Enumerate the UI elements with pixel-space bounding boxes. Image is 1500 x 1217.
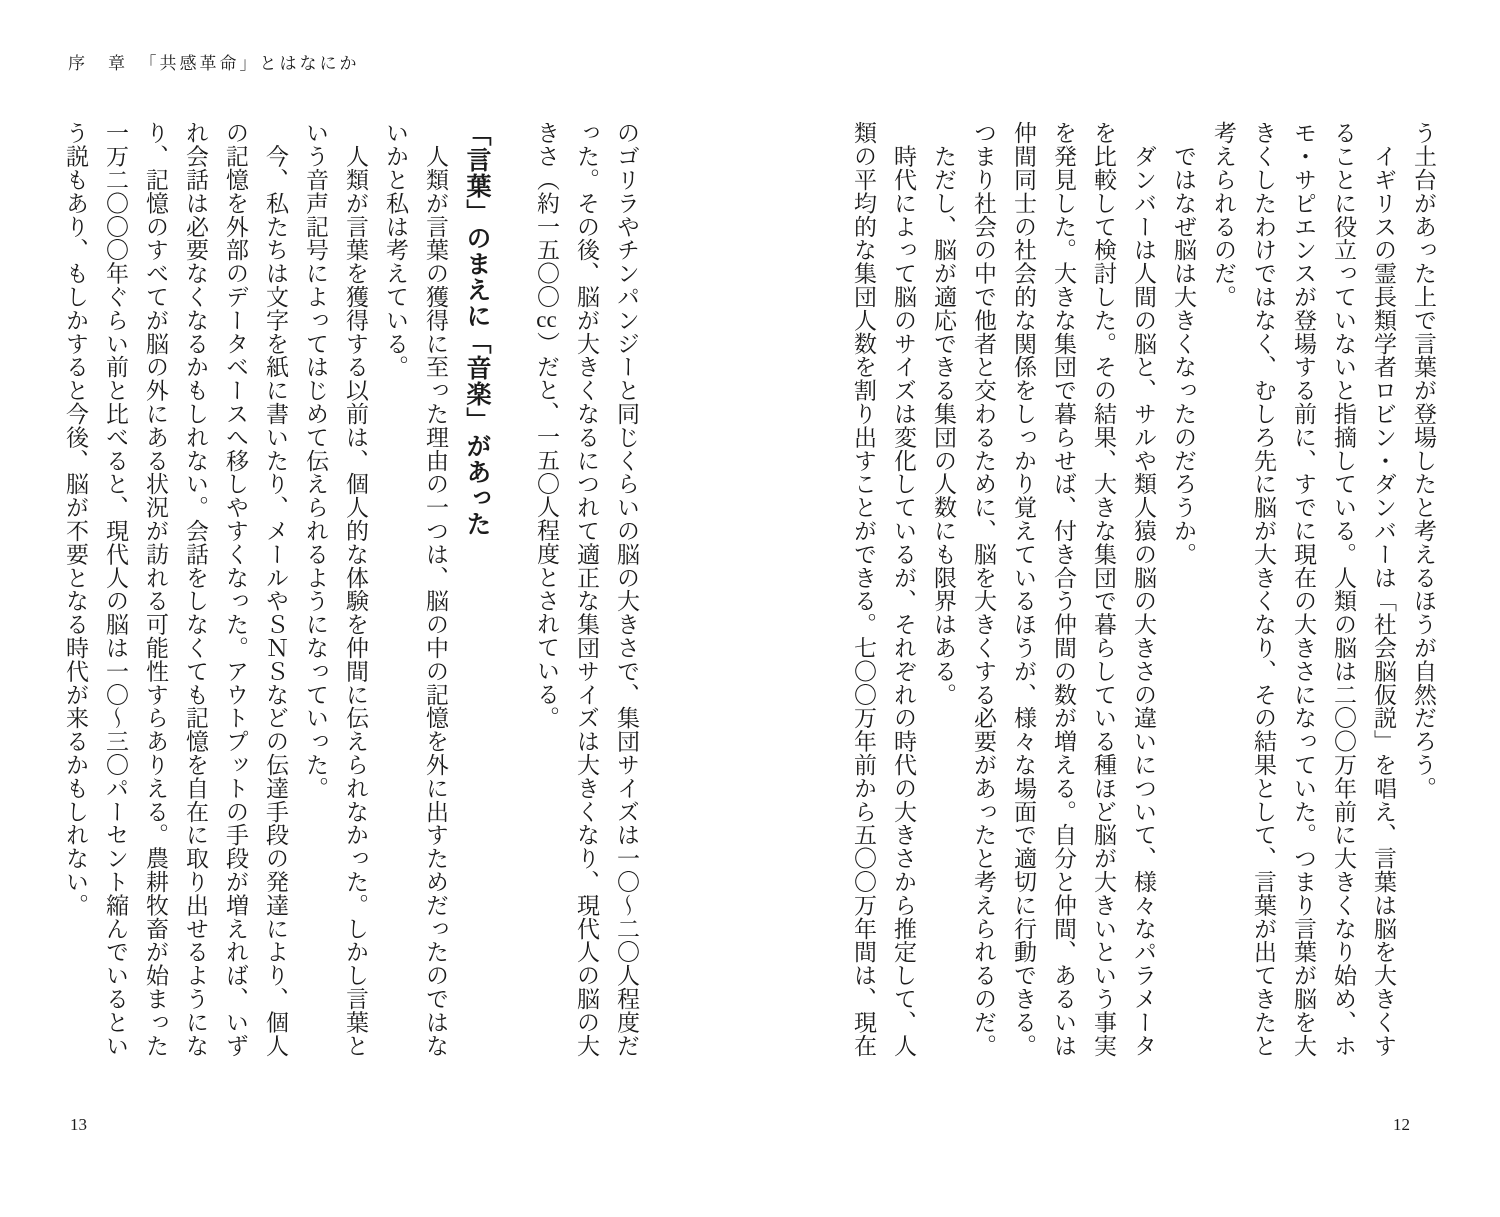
text-column: いう音声記号によってはじめて伝えられるようになっていった。	[303, 121, 328, 800]
text-column: れ会話は必要なくなるかもしれない。会話をしなくても記憶を自在に取り出せるようにな	[183, 121, 208, 1057]
text-column: った。その後、脳が大きくなるにつれて適正な集団サイズは大きくなり、現代人の脳の大	[574, 121, 599, 1057]
text-column: いかと私は考えている。	[383, 121, 408, 379]
page-13-text-block	[55, 121, 646, 1089]
text-column: ダンバーは人間の脳と、サルや類人猿の脳の大きさの違いについて、様々なパラメータ	[1131, 121, 1156, 1057]
text-column: 類の平均的な集団人数を割り出すことができる。七〇〇万年前から五〇〇万年間は、現在	[851, 121, 876, 1057]
text-column: きさ（約一五〇〇cc）だと、一五〇人程度とされている。	[534, 121, 559, 730]
text-column: モ・サピエンスが登場する前に、すでに現在の大きさになっていた。つまり言葉が脳を大	[1291, 121, 1316, 1057]
text-column: つまり社会の中で他者と交わるために、脳を大きくする必要があったと考えられるのだ。	[971, 121, 996, 1057]
text-column: イギリスの霊長類学者ロビン・ダンバーは「社会脳仮説」を唱え、言葉は脳を大きくす	[1371, 121, 1396, 1057]
text-column: 人類が言葉の獲得に至った理由の一つは、脳の中の記憶を外に出すためだったのではな	[423, 121, 448, 1057]
text-column: り、記憶のすべてが脳の外にある状況が訪れる可能性すらありえる。農耕牧畜が始まった	[143, 121, 168, 1057]
text-column: 一万二〇〇〇年ぐらい前と比べると、現代人の脳は一〇〜三〇パーセント縮んでいるとい	[103, 121, 128, 1057]
text-column: 考えられるのだ。	[1211, 121, 1236, 309]
running-head: 序 章 「共感革命」とはなにか	[68, 54, 360, 73]
text-column: 人類が言葉を獲得する以前は、個人的な体験を仲間に伝えられなかった。しかし言葉と	[343, 121, 368, 1057]
text-column: きくしたわけではなく、むしろ先に脳が大きくなり、その結果として、言葉が出てきたと	[1251, 121, 1276, 1057]
page-number-right: 12	[1393, 1115, 1410, 1134]
page-12-text-block	[843, 121, 1443, 1089]
text-column: ただし、脳が適応できる集団の人数にも限界はある。	[931, 121, 956, 706]
section-heading: 「言葉」のまえに「音楽」があった	[463, 121, 491, 537]
text-column: ではなぜ脳は大きくなったのだろうか。	[1171, 121, 1196, 566]
text-column: ることに役立っていないと指摘している。人類の脳は二〇〇万年前に大きくなり始め、ホ	[1331, 121, 1356, 1057]
text-column: の記憶を外部のデータベースへ移しやすくなった。アウトプットの手段が増えれば、いず	[223, 121, 248, 1057]
text-column: 今、私たちは文字を紙に書いたり、メールやＳＮＳなどの伝達手段の発達により、個人	[263, 121, 288, 1057]
text-column: 時代によって脳のサイズは変化しているが、それぞれの時代の大きさから推定して、人	[891, 121, 916, 1057]
text-column: 仲間同士の社会的な関係をしっかり覚えているほうが、様々な場面で適切に行動できる。	[1011, 121, 1036, 1057]
text-column: のゴリラやチンパンジーと同じくらいの脳の大きさで、集団サイズは一〇〜二〇人程度だ	[614, 121, 639, 1057]
text-column: を比較して検討した。その結果、大きな集団で暮らしている種ほど脳が大きいという事実	[1091, 121, 1116, 1057]
text-column: う土台があった上で言葉が登場したと考えるほうが自然だろう。	[1411, 121, 1436, 800]
text-column: を発見した。大きな集団で暮らせば、付き合う仲間の数が増える。自分と仲間、あるいは	[1051, 121, 1076, 1057]
page-number-left: 13	[70, 1115, 87, 1134]
text-column: う説もあり、もしかすると今後、脳が不要となる時代が来るかもしれない。	[63, 121, 88, 917]
tate-chu-yoko: cc	[536, 308, 557, 332]
